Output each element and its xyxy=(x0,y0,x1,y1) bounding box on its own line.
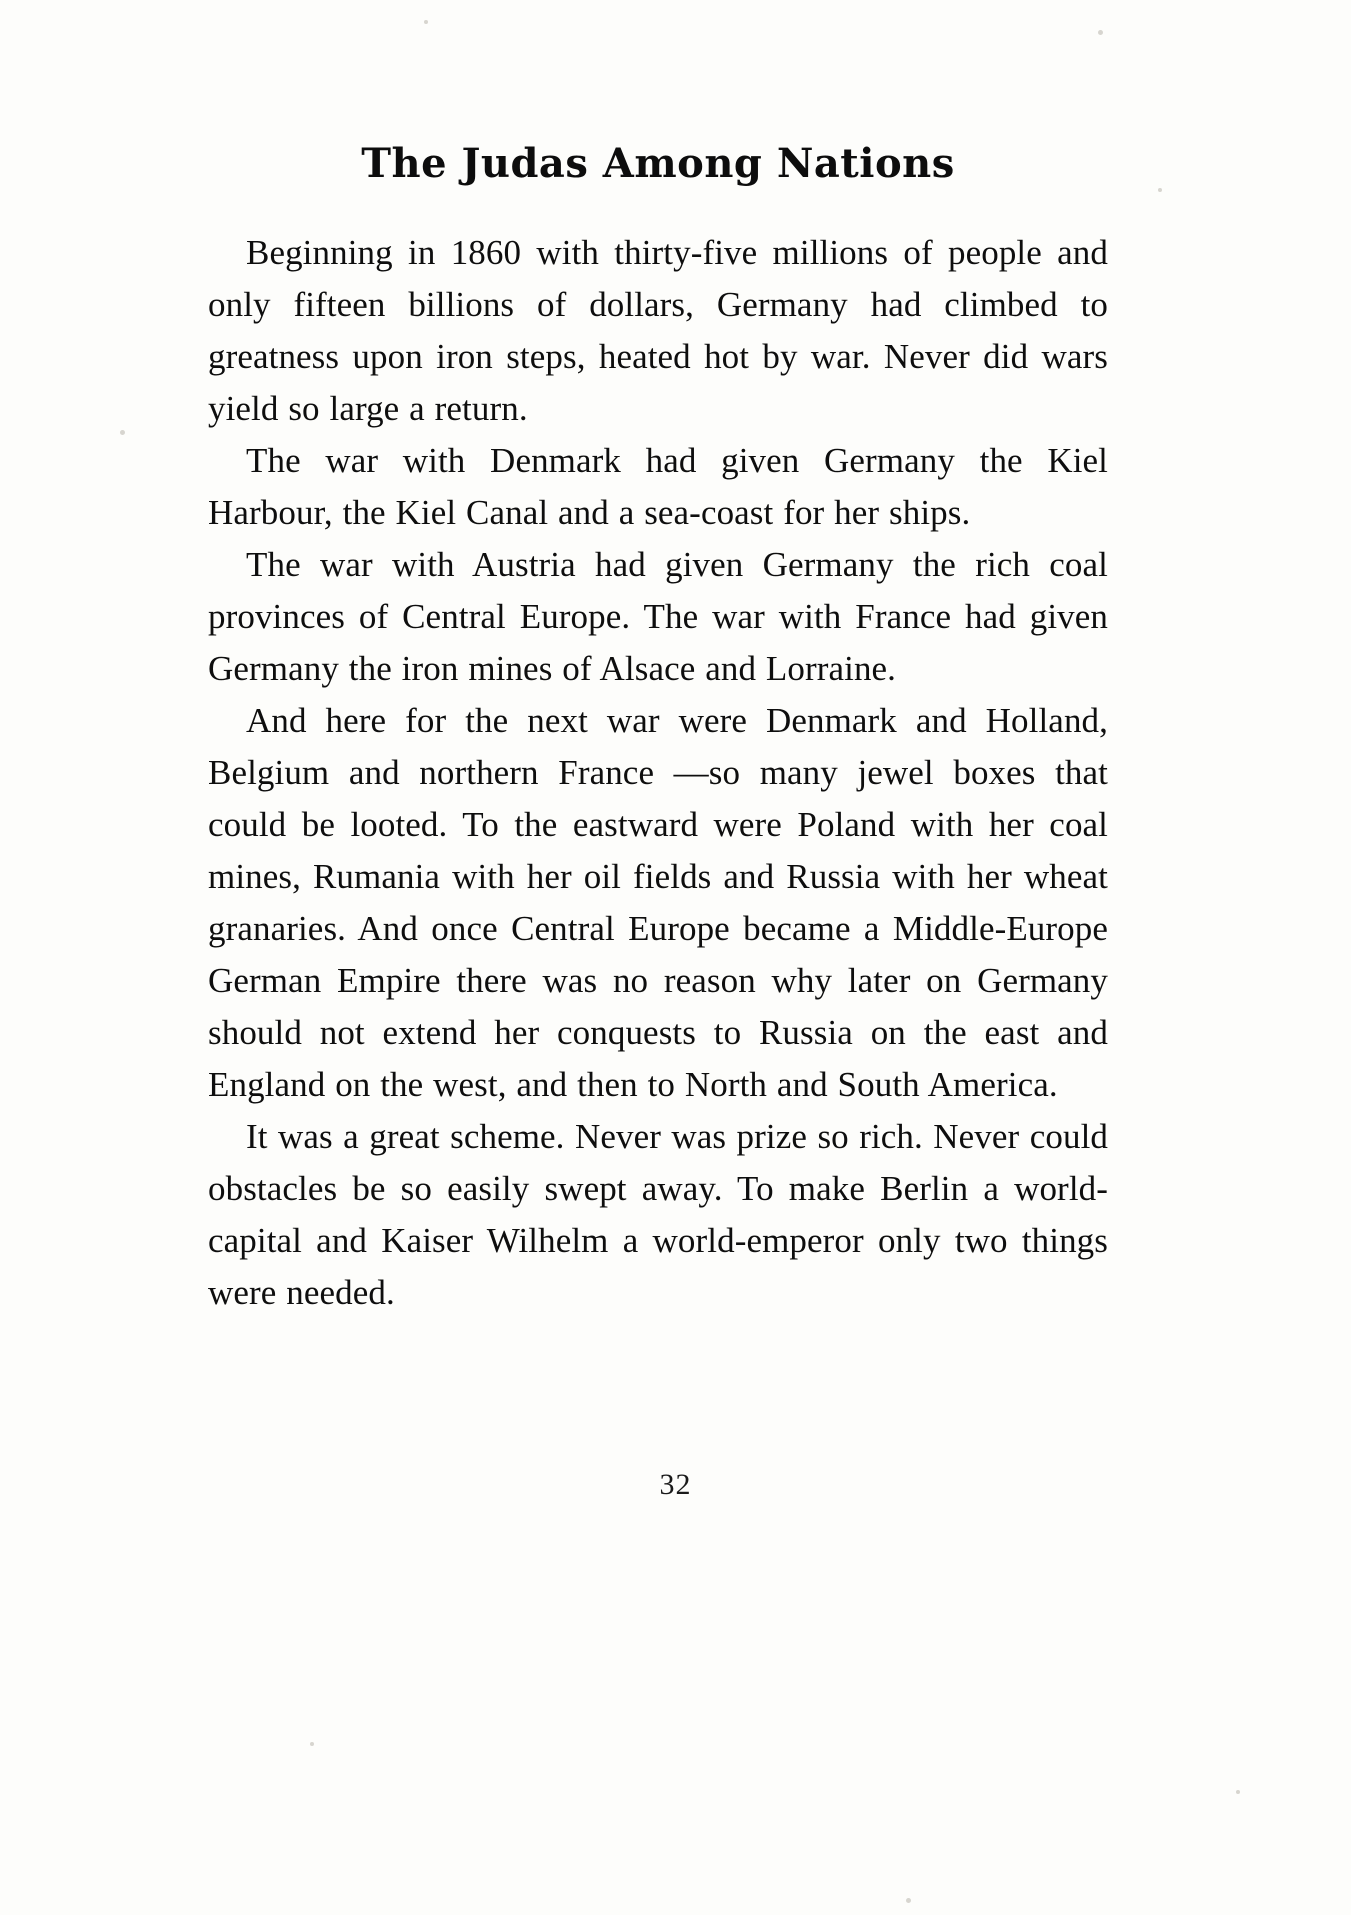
body-paragraph: The war with Austria had given Germany the rich coal provinces of Central Europe. The war with France had given Germany the iron mines of Alsace and Lorraine. xyxy=(208,545,1108,688)
page-number: 32 xyxy=(659,1468,692,1501)
body-paragraph: It was a great scheme. Never was prize so rich. Never could obstacles be so easily swept away. To make Berlin a world-capital and Kaiser Wilhelm a world-emperor only two things were needed. xyxy=(208,1117,1108,1312)
paper-speck xyxy=(120,430,125,435)
page-body xyxy=(208,140,1108,1319)
paper-speck xyxy=(424,20,428,24)
paper-speck xyxy=(310,1742,314,1746)
paper-speck xyxy=(1158,188,1162,192)
page-title: The Judas Among Nations xyxy=(361,140,955,187)
paper-speck xyxy=(1236,1790,1240,1794)
body-paragraph: Beginning in 1860 with thirty-five millions of people and only fifteen billions of dollars, Germany had climbed to greatness upon iron steps, heated hot by war. Never did wars yield so large a return. xyxy=(208,233,1108,428)
paper-speck xyxy=(906,1898,911,1903)
body-paragraph: And here for the next war were Denmark and Holland, Belgium and northern France —so many jewel boxes that could be looted. To the eastward were Poland with her coal mines, Rumania with her oil fields and Russia with her wheat granaries. And once Central Europe became a Middle-Europe German Empire there was no reason why later on Germany should not extend her conquests to Russia on the east and England on the west, and then to North and South America. xyxy=(208,701,1108,1104)
paper-speck xyxy=(1098,30,1103,35)
body-paragraph: The war with Denmark had given Germany the Kiel Harbour, the Kiel Canal and a sea-coast for her ships. xyxy=(208,441,1108,532)
